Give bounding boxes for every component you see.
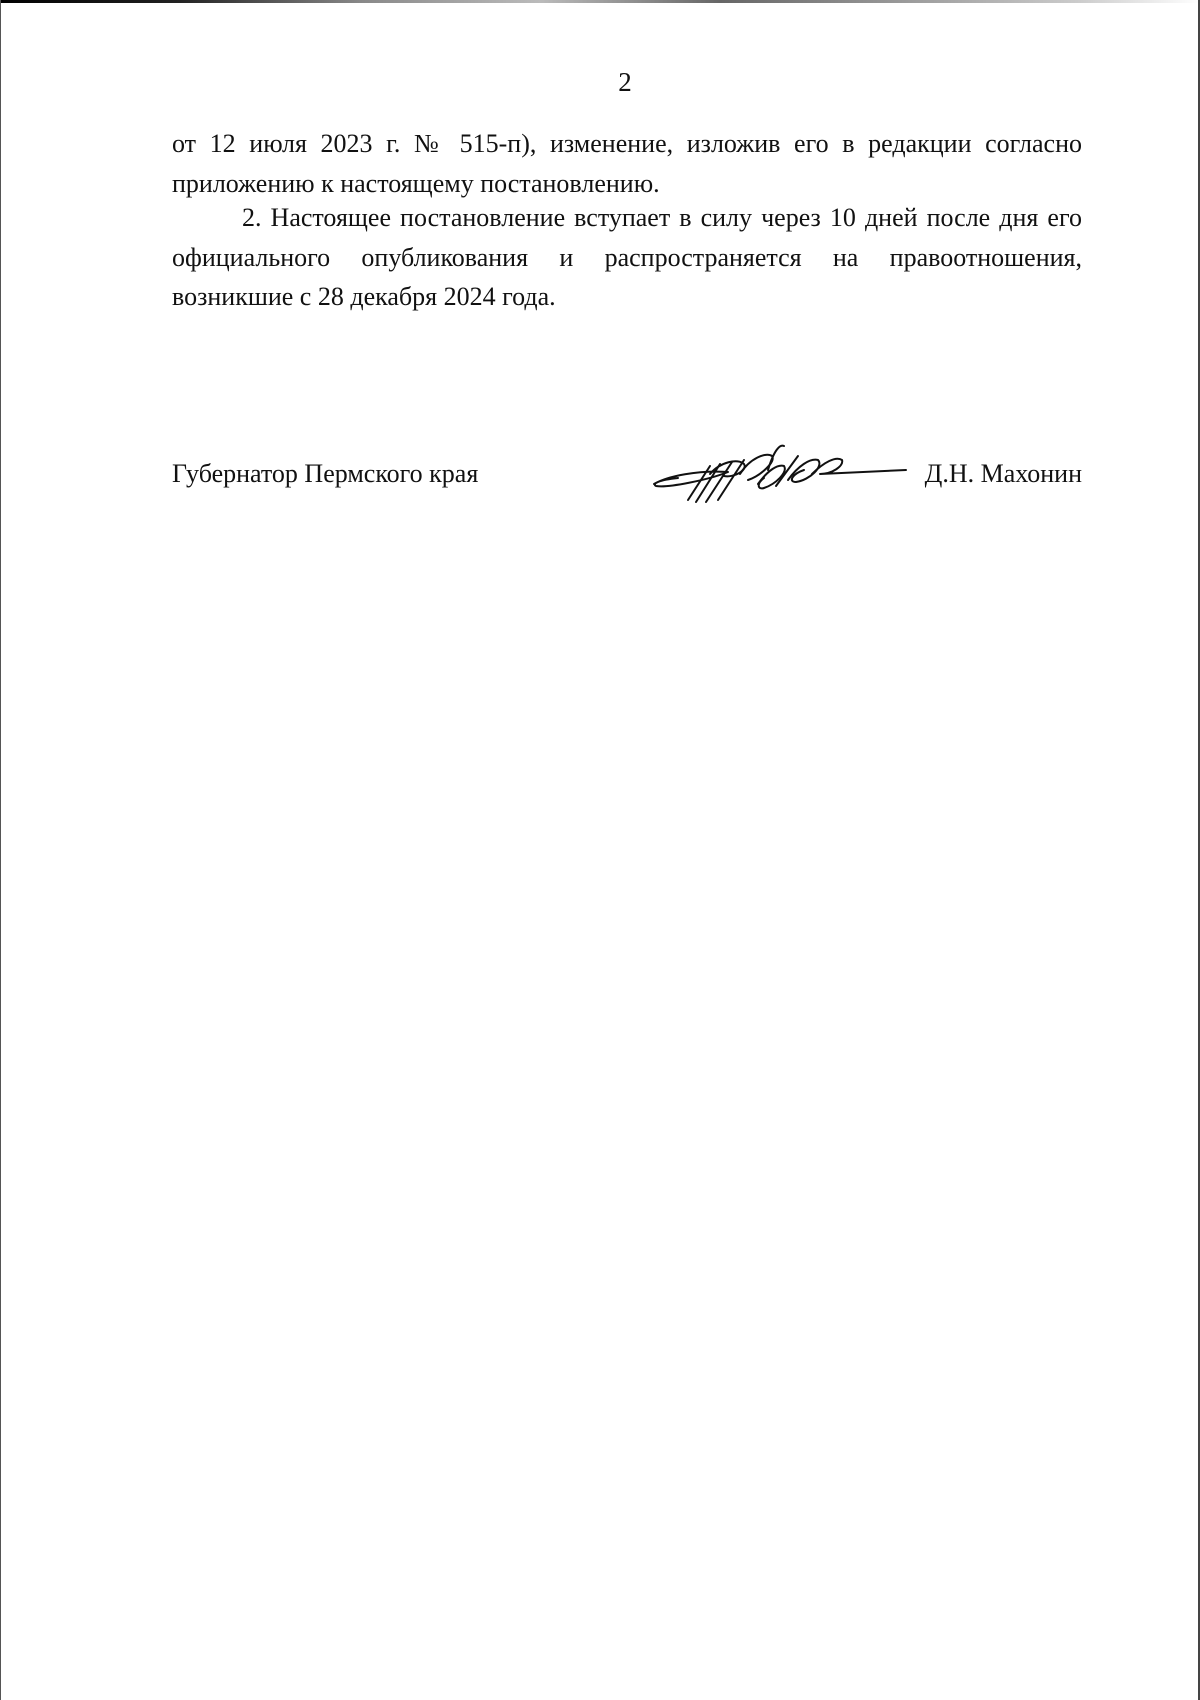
paragraph-continuation bbox=[172, 124, 1082, 203]
paragraph-text: от 12 июля 2023 г. № 515-п), изменение, изложив его в редакции согласно приложению к настоящему постановлению. bbox=[172, 129, 1082, 198]
signature-block bbox=[172, 446, 1082, 506]
paragraph-text: 2. Настоящее постановление вступает в силу через 10 дней после дня его официального опубликования и распространяется на правоотношения, возникшие с 28 декабря 2024 года. bbox=[172, 203, 1082, 311]
signer-name: Д.Н. Махонин bbox=[924, 459, 1082, 488]
scan-edge-top bbox=[0, 0, 1200, 3]
handwritten-signature-icon bbox=[648, 440, 908, 506]
scan-edge-left bbox=[0, 0, 1, 1700]
signer-title: Губернатор Пермского края bbox=[172, 459, 479, 488]
paragraph-effective-date bbox=[172, 198, 1082, 317]
page-number: 2 bbox=[618, 67, 632, 97]
